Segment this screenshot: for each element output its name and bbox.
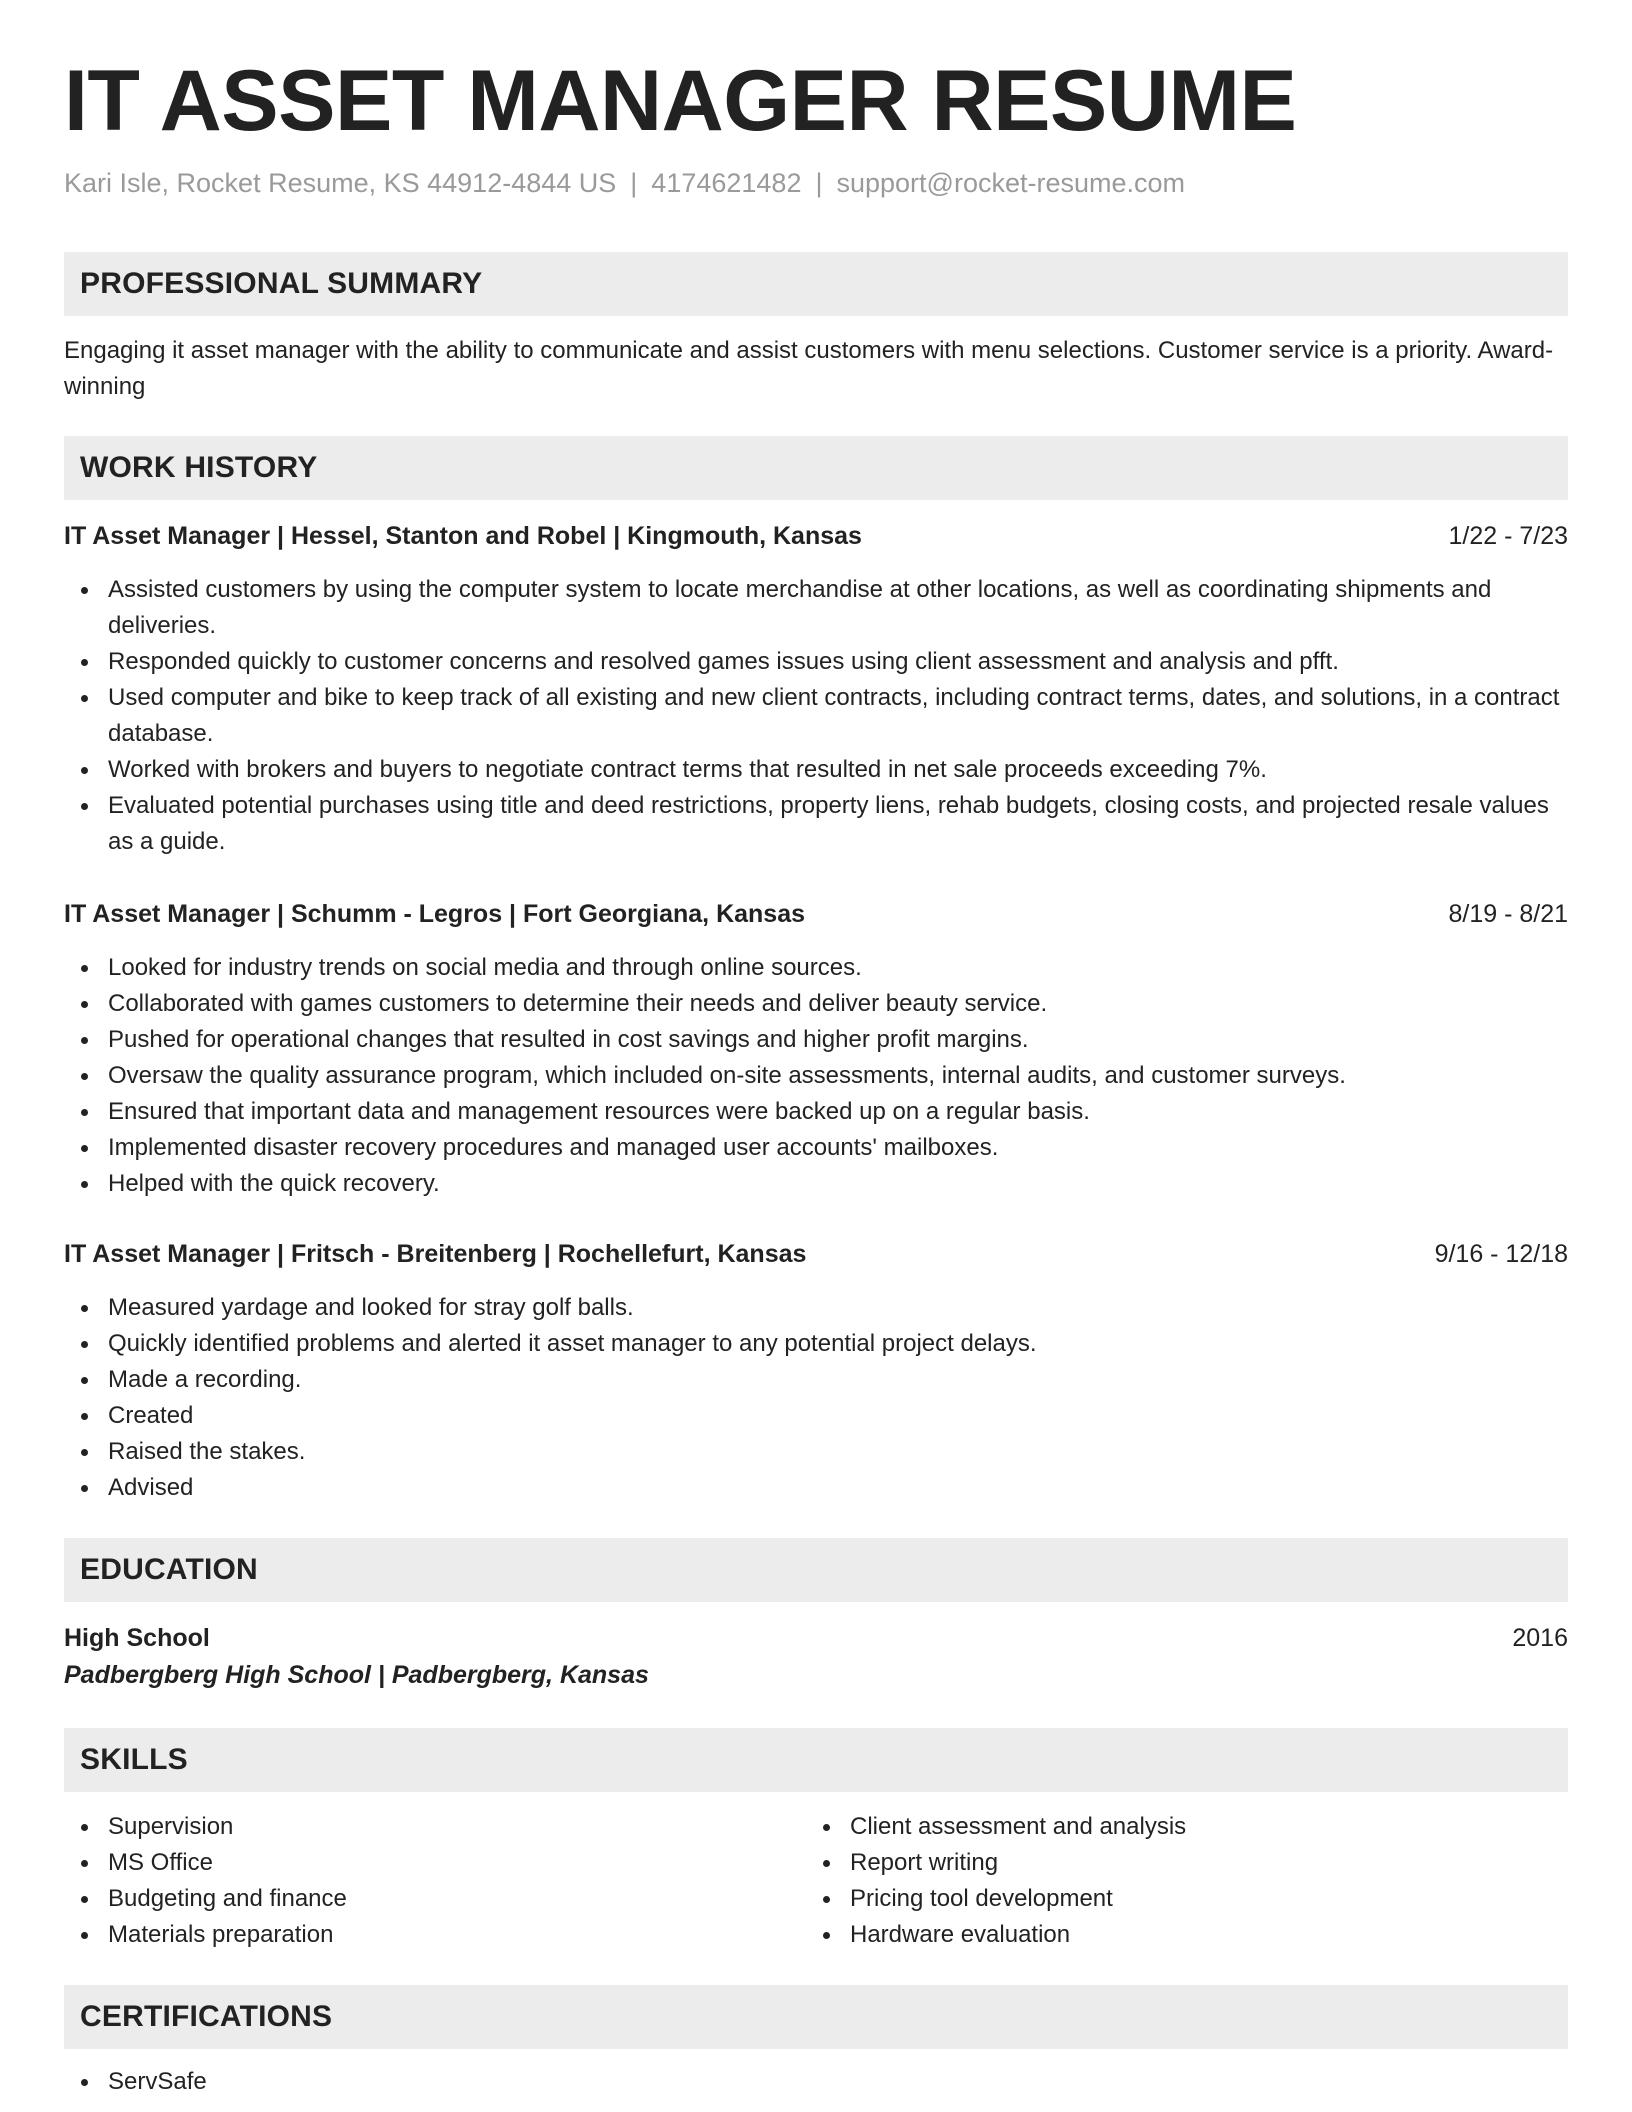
contact-email: support@rocket-resume.com xyxy=(836,168,1186,198)
job-header xyxy=(64,1236,1568,1272)
list-item: Created xyxy=(64,1398,1568,1434)
section-title: WORK HISTORY xyxy=(80,451,318,484)
education-school: Padbergberg High School | Padbergberg, Kansas xyxy=(64,1661,649,1689)
list-item: Responded quickly to customer concerns and resolved games issues using client assessment and analysis and pfft. xyxy=(64,644,1568,680)
list-item: Advised xyxy=(64,1470,1568,1506)
list-item: Worked with brokers and buyers to negotiate contract terms that resulted in net sale proceeds exceeding 7%. xyxy=(64,752,1568,788)
job-dates: 9/16 - 12/18 xyxy=(1434,1239,1568,1268)
job-bullets xyxy=(64,1290,1568,1506)
section-header-education xyxy=(64,1538,1568,1602)
section-title: CERTIFICATIONS xyxy=(80,2000,333,2033)
job-title: IT Asset Manager | Hessel, Stanton and Robel | Kingmouth, Kansas xyxy=(64,521,862,550)
list-item: Made a recording. xyxy=(64,1362,1568,1398)
list-item: Raised the stakes. xyxy=(64,1434,1568,1470)
section-header-summary xyxy=(64,252,1568,316)
education-degree: High School xyxy=(64,1623,210,1652)
list-item: Supervision xyxy=(64,1809,804,1845)
job-dates: 1/22 - 7/23 xyxy=(1448,521,1568,550)
list-item: Materials preparation xyxy=(64,1917,804,1953)
contact-separator: | xyxy=(630,168,638,198)
job-dates: 8/19 - 8/21 xyxy=(1448,899,1568,928)
list-item: ServSafe xyxy=(64,2064,1568,2100)
section-title: SKILLS xyxy=(80,1743,188,1776)
list-item: Pricing tool development xyxy=(806,1881,1546,1917)
list-item: MS Office xyxy=(64,1845,804,1881)
list-item: Quickly identified problems and alerted it asset manager to any potential project delays. xyxy=(64,1326,1568,1362)
contact-line xyxy=(64,168,1185,199)
list-item: Used computer and bike to keep track of all existing and new client contracts, including contract terms, dates, and solutions, in a contract database. xyxy=(64,680,1568,752)
list-item: Hardware evaluation xyxy=(806,1917,1546,1953)
list-item: Client assessment and analysis xyxy=(806,1809,1546,1845)
list-item: Looked for industry trends on social media and through online sources. xyxy=(64,950,1568,986)
job-bullets xyxy=(64,572,1568,860)
list-item: Oversaw the quality assurance program, which included on-site assessments, internal audits, and customer surveys. xyxy=(64,1058,1568,1094)
section-title: PROFESSIONAL SUMMARY xyxy=(80,267,483,300)
list-item: Pushed for operational changes that resulted in cost savings and higher profit margins. xyxy=(64,1022,1568,1058)
skills-list-right xyxy=(806,1809,1546,1953)
job-title: IT Asset Manager | Schumm - Legros | Fort Georgiana, Kansas xyxy=(64,899,806,928)
job-title: IT Asset Manager | Fritsch - Breitenberg | Rochellefurt, Kansas xyxy=(64,1239,807,1268)
contact-separator: | xyxy=(815,168,823,198)
section-header-work-history xyxy=(64,436,1568,500)
job-header xyxy=(64,896,1568,932)
section-header-skills xyxy=(64,1728,1568,1792)
section-title: EDUCATION xyxy=(80,1553,258,1586)
list-item: Evaluated potential purchases using title and deed restrictions, property liens, rehab budgets, closing costs, and projected resale values as a guide. xyxy=(64,788,1568,860)
summary-text: Engaging it asset manager with the ability to communicate and assist customers with menu selections. Customer service is a priority. Award-winning xyxy=(64,337,1554,400)
list-item: Ensured that important data and management resources were backed up on a regular basis. xyxy=(64,1094,1568,1130)
list-item: Assisted customers by using the computer system to locate merchandise at other locations, as well as coordinating shipments and deliveries. xyxy=(64,572,1568,644)
list-item: Measured yardage and looked for stray golf balls. xyxy=(64,1290,1568,1326)
job-bullets xyxy=(64,950,1568,1202)
list-item: Report writing xyxy=(806,1845,1546,1881)
contact-address: Kari Isle, Rocket Resume, KS 44912-4844 US xyxy=(64,168,617,198)
contact-phone: 4174621482 xyxy=(651,168,802,198)
job-header xyxy=(64,518,1568,554)
certifications-list xyxy=(64,2064,1568,2100)
list-item: Budgeting and finance xyxy=(64,1881,804,1917)
education-header xyxy=(64,1620,1568,1656)
list-item: Implemented disaster recovery procedures and managed user accounts' mailboxes. xyxy=(64,1130,1568,1166)
list-item: Helped with the quick recovery. xyxy=(64,1166,1568,1202)
resume-title: IT ASSET MANAGER RESUME xyxy=(64,53,1297,149)
education-year: 2016 xyxy=(1512,1623,1568,1652)
skills-list-left xyxy=(64,1809,804,1953)
section-header-certifications xyxy=(64,1985,1568,2049)
list-item: Collaborated with games customers to determine their needs and deliver beauty service. xyxy=(64,986,1568,1022)
